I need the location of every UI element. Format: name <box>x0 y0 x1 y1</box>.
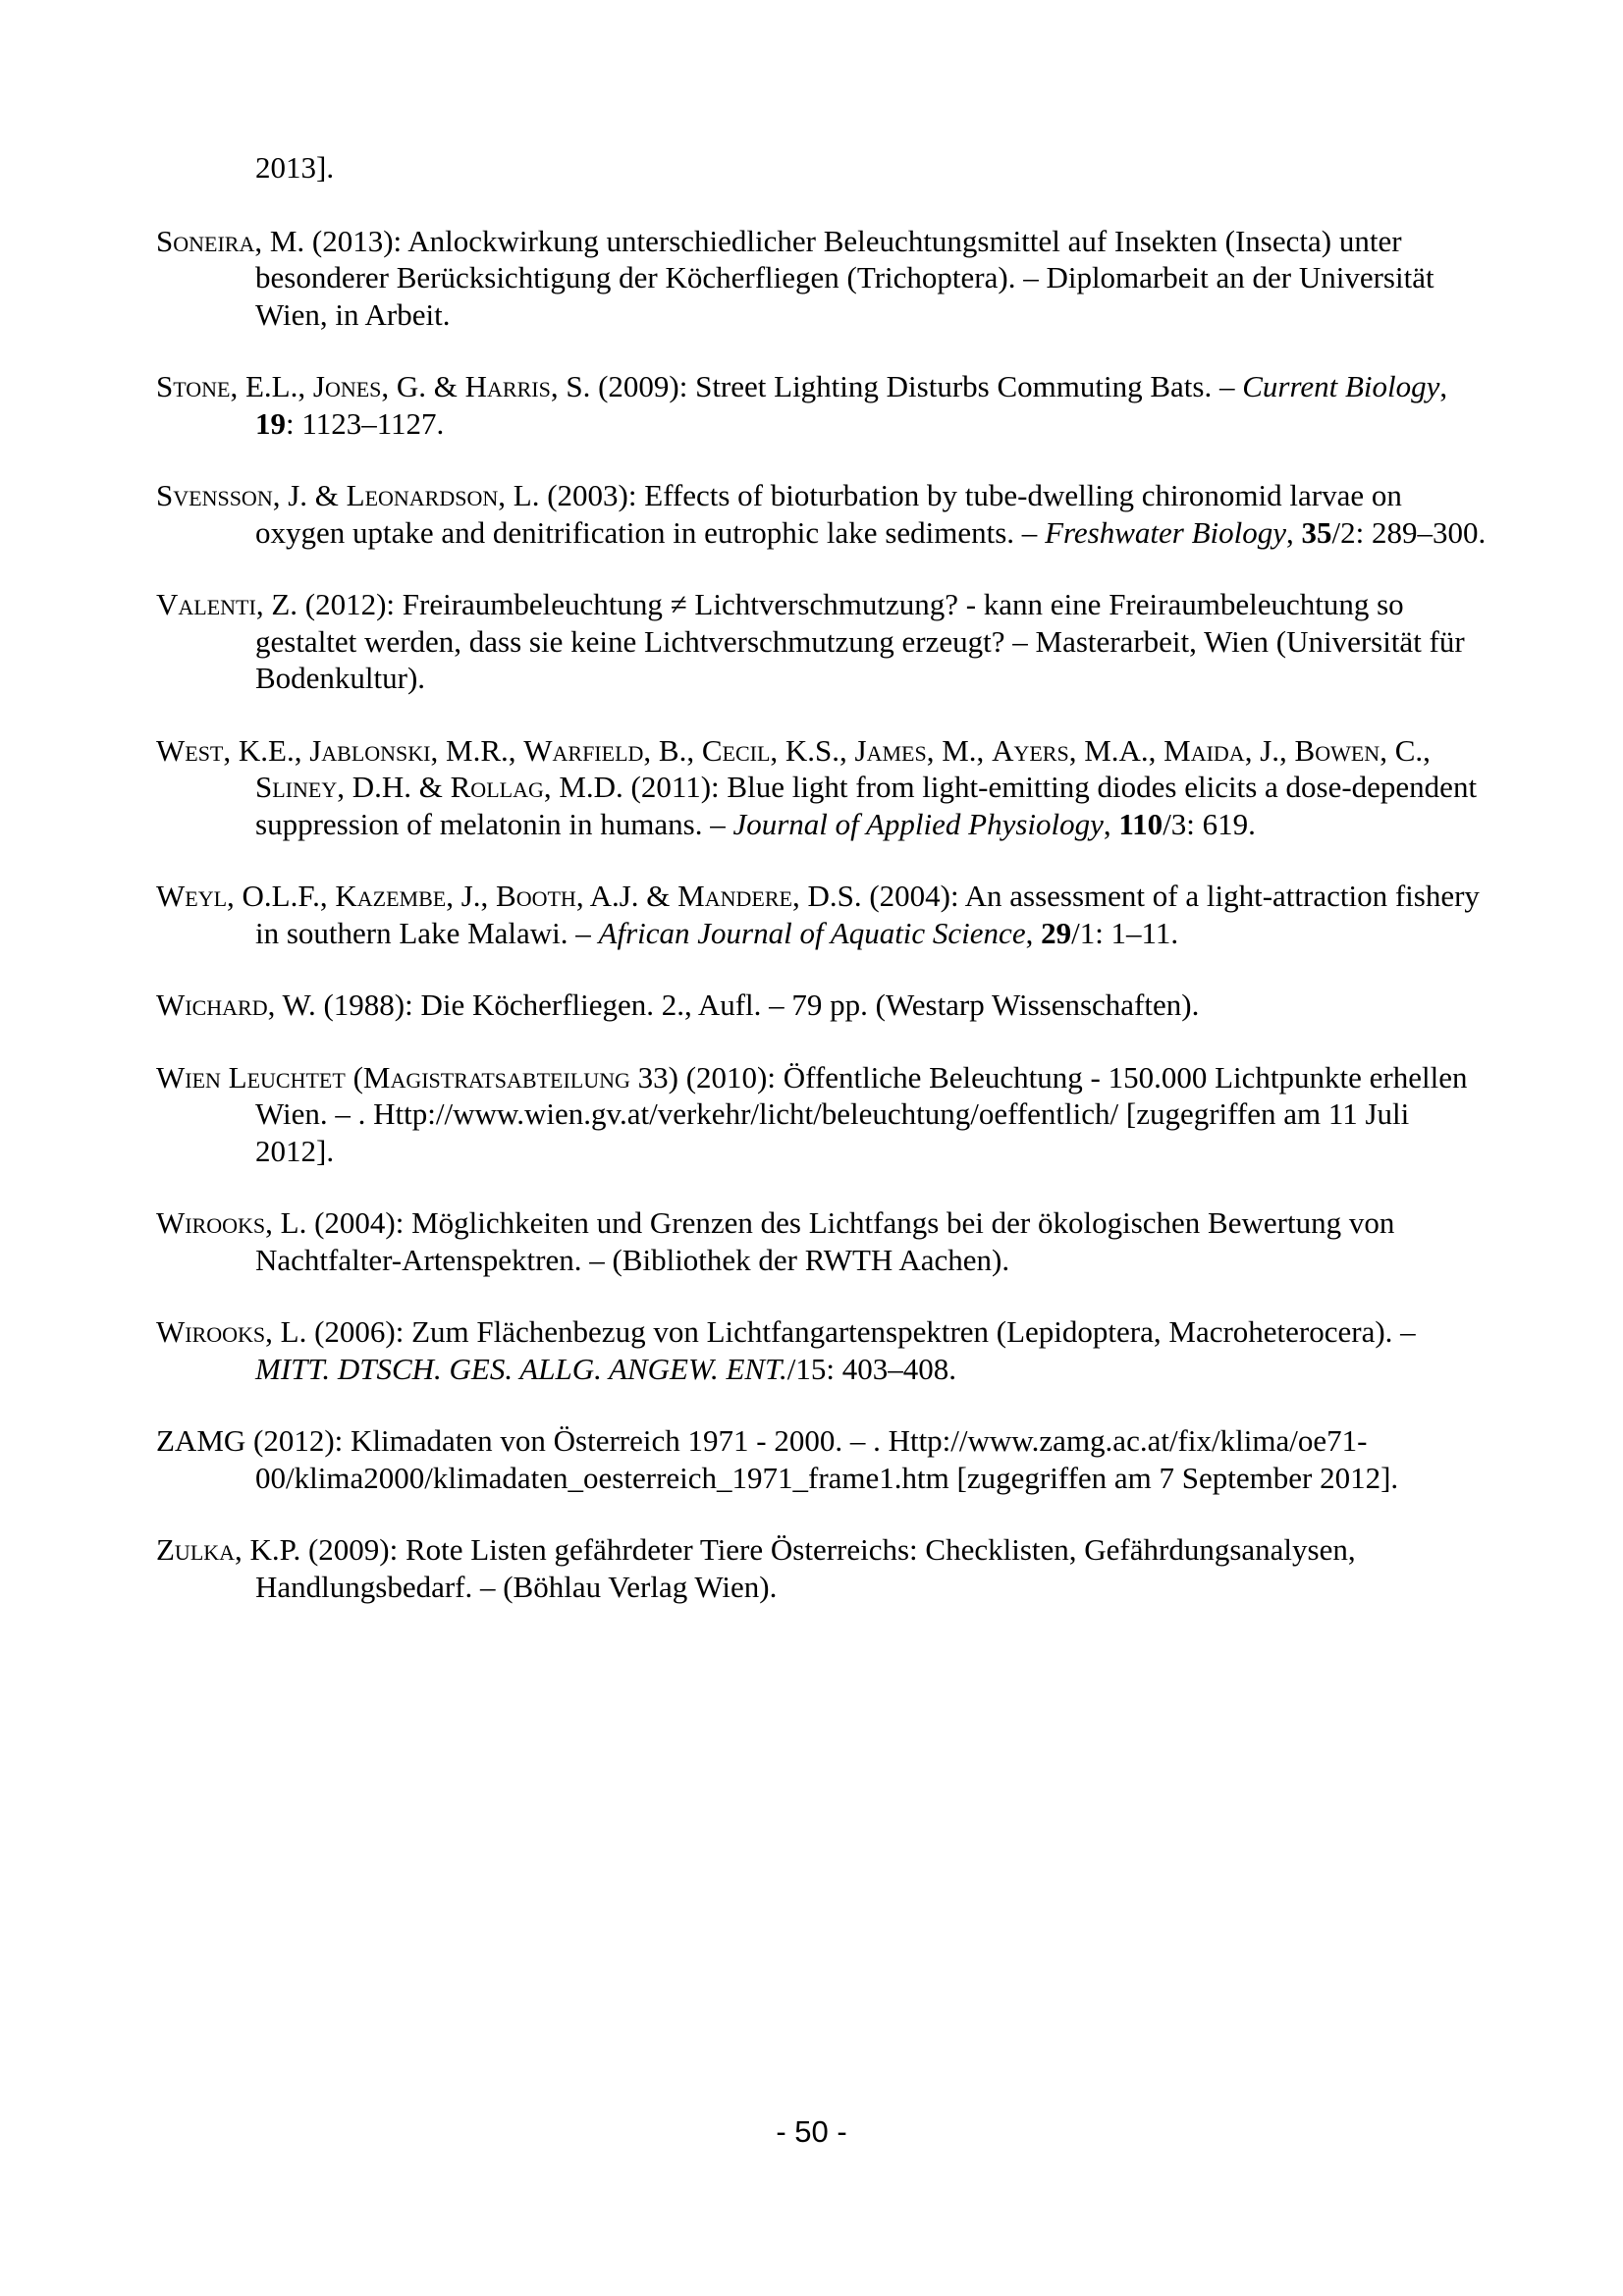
reference-text: /15: 403–408. <box>786 1351 956 1386</box>
volume-number: 110 <box>1118 806 1163 841</box>
author-name: West <box>156 732 224 768</box>
reference-text: , L. (2006): Zum Flächenbezug von Lichtfangartenspektren (Lepidoptera, Macroheterocera). – <box>265 1314 1416 1349</box>
reference-text: , J., <box>446 879 497 913</box>
reference-text: , B., <box>643 732 702 768</box>
author-name: Weyl <box>156 879 228 913</box>
reference-text: , E.L., <box>230 369 313 403</box>
author-name: Wirooks <box>156 1205 266 1240</box>
reference-text: , A.J. & <box>575 879 678 913</box>
author-name: Wien Leuchtet <box>156 1059 346 1095</box>
reference-entry <box>156 1059 1488 1170</box>
journal-title: Current Biology <box>1242 369 1440 403</box>
author-name: Kazembe <box>335 879 447 913</box>
reference-text: /2: 289–300. <box>1331 514 1487 550</box>
reference-text: , M. (2013): Anlockwirkung unterschiedlicher Beleuchtungsmittel auf Insekten (Insecta) unter besonderer Berücksichtigung der Köcherfliegen (Trichoptera). – Diplomarbeit an der Universität Wien, in Arbeit. <box>254 223 1434 332</box>
author-name: Stone <box>156 369 231 403</box>
author-name: Soneira <box>156 223 255 258</box>
author-name: Bowen <box>1294 732 1380 768</box>
reference-text: , <box>1025 915 1042 950</box>
author-name: Sliney <box>255 770 338 804</box>
reference-entry <box>156 732 1488 843</box>
reference-text: /1: 1–11. <box>1071 915 1179 950</box>
reference-text: , M., <box>926 732 993 768</box>
reference-entry <box>156 987 1488 1024</box>
reference-entry <box>156 1531 1488 1605</box>
reference-text: , K.P. (2009): Rote Listen gefährdeter Tiere Österreichs: Checklisten, Gefährdungsanalysen, Handlungsbedarf. – (Böhlau Verlag Wien). <box>235 1532 1356 1604</box>
reference-text: /3: 619. <box>1163 806 1256 841</box>
reference-text: , O.L.F., <box>227 879 336 913</box>
reference-entry <box>156 878 1488 951</box>
volume-number: 19 <box>255 405 286 441</box>
reference-text: , L. (2004): Möglichkeiten und Grenzen des Lichtfangs bei der ökologischen Bewertung von Nachtfalter-Artenspektren. – (Bibliothek der RWTH Aachen). <box>255 1205 1395 1277</box>
author-name: Ayers <box>992 732 1069 768</box>
author-name: Maida <box>1163 732 1245 768</box>
reference-text: , M.R., <box>430 732 524 768</box>
reference-text: , W. (1988): Die Köcherfliegen. 2., Aufl. – 79 pp. (Westarp Wissenschaften). <box>267 988 1200 1022</box>
reference-text: , D.H. & <box>337 770 451 804</box>
reference-continuation: 2013]. <box>255 150 335 185</box>
author-name: Wirooks <box>156 1314 266 1349</box>
author-name: Jones <box>312 369 382 403</box>
reference-entry <box>156 477 1488 551</box>
reference-text: , L. (2003): Effects of bioturbation by tube-dwelling chironomid larvae on oxygen uptake and denitrification in eutrophic lake sediments. – <box>255 478 1402 550</box>
reference-text: , S. (2009): Street Lighting Disturbs Commuting Bats. – <box>550 369 1243 403</box>
reference-text: , J., <box>1244 732 1295 768</box>
author-name: Rollag <box>450 770 544 804</box>
journal-title: Freshwater Biology <box>1045 514 1287 550</box>
reference-entry <box>156 1204 1488 1278</box>
author-name: Booth <box>496 879 576 913</box>
journal-title: MITT. DTSCH. GES. ALLG. ANGEW. ENT. <box>255 1351 787 1386</box>
page-number: - 50 - <box>776 2114 847 2149</box>
reference-entry <box>156 368 1488 442</box>
reference-text: ( <box>345 1059 363 1095</box>
author-name: Harris <box>464 369 551 403</box>
reference-entry <box>156 1313 1488 1387</box>
reference-text: , <box>1286 514 1302 550</box>
reference-text: , G. & <box>381 369 465 403</box>
reference-text: 33) (2010): Öffentliche Beleuchtung - 150.000 Lichtpunkte erhellen Wien. – . Http://www.wien.gv.at/verkehr/licht/beleuchtung/oeffentlich/ [zugegriffen am 11 Juli 2012]. <box>255 1059 1468 1168</box>
author-name: James <box>854 732 927 768</box>
reference-text: , Z. (2012): Freiraumbeleuchtung ≠ Lichtverschmutzung? - kann eine Freiraumbeleuchtung so gestaltet werden, dass sie keine Lichtverschmutzung erzeugt? – Masterarbeit, Wien (Universität für Bodenkultur). <box>255 587 1465 695</box>
author-name: Jablonski <box>309 732 431 768</box>
reference-text: , D.S. (2004): An assessment of a light-attraction fishery in southern Lake Malawi. – <box>255 879 1480 950</box>
author-name: Warfield <box>523 732 644 768</box>
reference-text: , C., <box>1380 732 1431 768</box>
journal-title: Journal of Applied Physiology <box>732 806 1104 841</box>
reference-text: : 1123–1127. <box>286 405 445 441</box>
author-name: Leonardson <box>346 478 499 512</box>
author-name: Magistratsabteilung <box>362 1059 630 1095</box>
author-name: Svensson <box>156 478 273 512</box>
reference-text: , K.S., <box>770 732 855 768</box>
reference-entry <box>156 1422 1488 1496</box>
reference-entry <box>156 223 1488 334</box>
journal-title: African Journal of Aquatic Science <box>598 915 1026 950</box>
author-name: Mandere <box>677 879 792 913</box>
author-name: Cecil <box>701 732 771 768</box>
reference-text: , M.A., <box>1068 732 1164 768</box>
volume-number: 29 <box>1041 915 1072 950</box>
reference-list <box>156 149 1488 1640</box>
reference-text: , M.D. (2011): Blue light from light-emitting diodes elicits a dose-dependent suppression of melatonin in humans. – <box>255 770 1478 841</box>
reference-entry <box>156 586 1488 697</box>
reference-text: , J. & <box>272 478 347 512</box>
reference-text: , <box>1439 369 1448 403</box>
author-name: Zulka <box>156 1532 236 1567</box>
reference-text: ZAMG (2012): Klimadaten von Österreich 1971 - 2000. – . Http://www.zamg.ac.at/fix/klima/oe71-00/klima2000/klimadaten_oesterreich_1971_frame1.htm [zugegriffen am 7 September 2012]. <box>156 1423 1399 1495</box>
author-name: Valenti <box>156 587 256 621</box>
author-name: Wichard <box>156 988 268 1022</box>
reference-text: , <box>1103 806 1119 841</box>
volume-number: 35 <box>1301 514 1332 550</box>
reference-text: , K.E., <box>223 732 310 768</box>
